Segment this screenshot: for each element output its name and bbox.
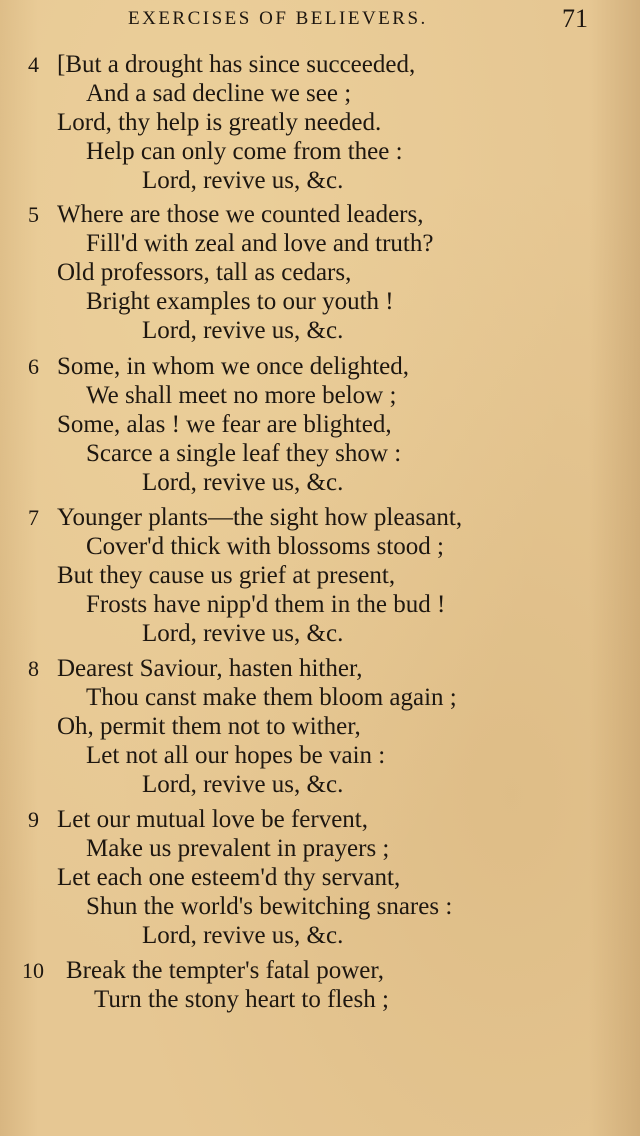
stanza-number: 10 <box>22 958 44 983</box>
running-title: EXERCISES OF BELIEVERS. <box>128 8 428 29</box>
refrain-line: Lord, revive us, &c. <box>142 771 344 798</box>
stanza-number: 8 <box>28 656 39 681</box>
verse-line: Let each one esteem'd thy servant, <box>57 864 401 891</box>
page-header <box>0 0 640 40</box>
verse-line: Break the tempter's fatal power, <box>66 957 384 984</box>
verse-line: Shun the world's bewitching snares : <box>86 893 453 920</box>
verse-line: Turn the stony heart to flesh ; <box>94 986 389 1013</box>
refrain-line: Lord, revive us, &c. <box>142 620 344 647</box>
verse-line: But they cause us grief at present, <box>57 562 396 589</box>
verse-line: Old professors, tall as cedars, <box>57 259 352 286</box>
verse-line: Let our mutual love be fervent, <box>57 806 368 833</box>
verse-line: Scarce a single leaf they show : <box>86 440 402 467</box>
verse-line: Thou canst make them bloom again ; <box>86 684 457 711</box>
verse-line: Bright examples to our youth ! <box>86 288 394 315</box>
stanza-number: 6 <box>28 354 39 379</box>
verse-line: Lord, thy help is greatly needed. <box>57 109 382 136</box>
verse-line: Where are those we counted leaders, <box>57 201 424 228</box>
verse-line: Fill'd with zeal and love and truth? <box>86 230 434 257</box>
page-number: 71 <box>562 4 588 33</box>
verse-line: Cover'd thick with blossoms stood ; <box>86 533 444 560</box>
verse-line: Some, alas ! we fear are blighted, <box>57 411 392 438</box>
verse-line: Younger plants—the sight how pleasant, <box>57 504 463 531</box>
verse-line: Oh, permit them not to wither, <box>57 713 361 740</box>
verse-line: And a sad decline we see ; <box>86 80 352 107</box>
verse-line: Let not all our hopes be vain : <box>86 742 386 769</box>
verse-line: [But a drought has since succeeded, <box>57 51 416 78</box>
refrain-line: Lord, revive us, &c. <box>142 317 344 344</box>
refrain-line: Lord, revive us, &c. <box>142 469 344 496</box>
verse-line: Make us prevalent in prayers ; <box>86 835 390 862</box>
verse-line: Some, in whom we once delighted, <box>57 353 410 380</box>
verse-line: Dearest Saviour, hasten hither, <box>57 655 363 682</box>
refrain-line: Lord, revive us, &c. <box>142 922 344 949</box>
verse-line: Help can only come from thee : <box>86 138 403 165</box>
stanza-number: 5 <box>28 202 39 227</box>
stanza-number: 4 <box>28 52 39 77</box>
verse-line: We shall meet no more below ; <box>86 382 397 409</box>
stanza-number: 7 <box>28 505 39 530</box>
refrain-line: Lord, revive us, &c. <box>142 167 344 194</box>
verse-line: Frosts have nipp'd them in the bud ! <box>86 591 446 618</box>
stanza-number: 9 <box>28 807 39 832</box>
